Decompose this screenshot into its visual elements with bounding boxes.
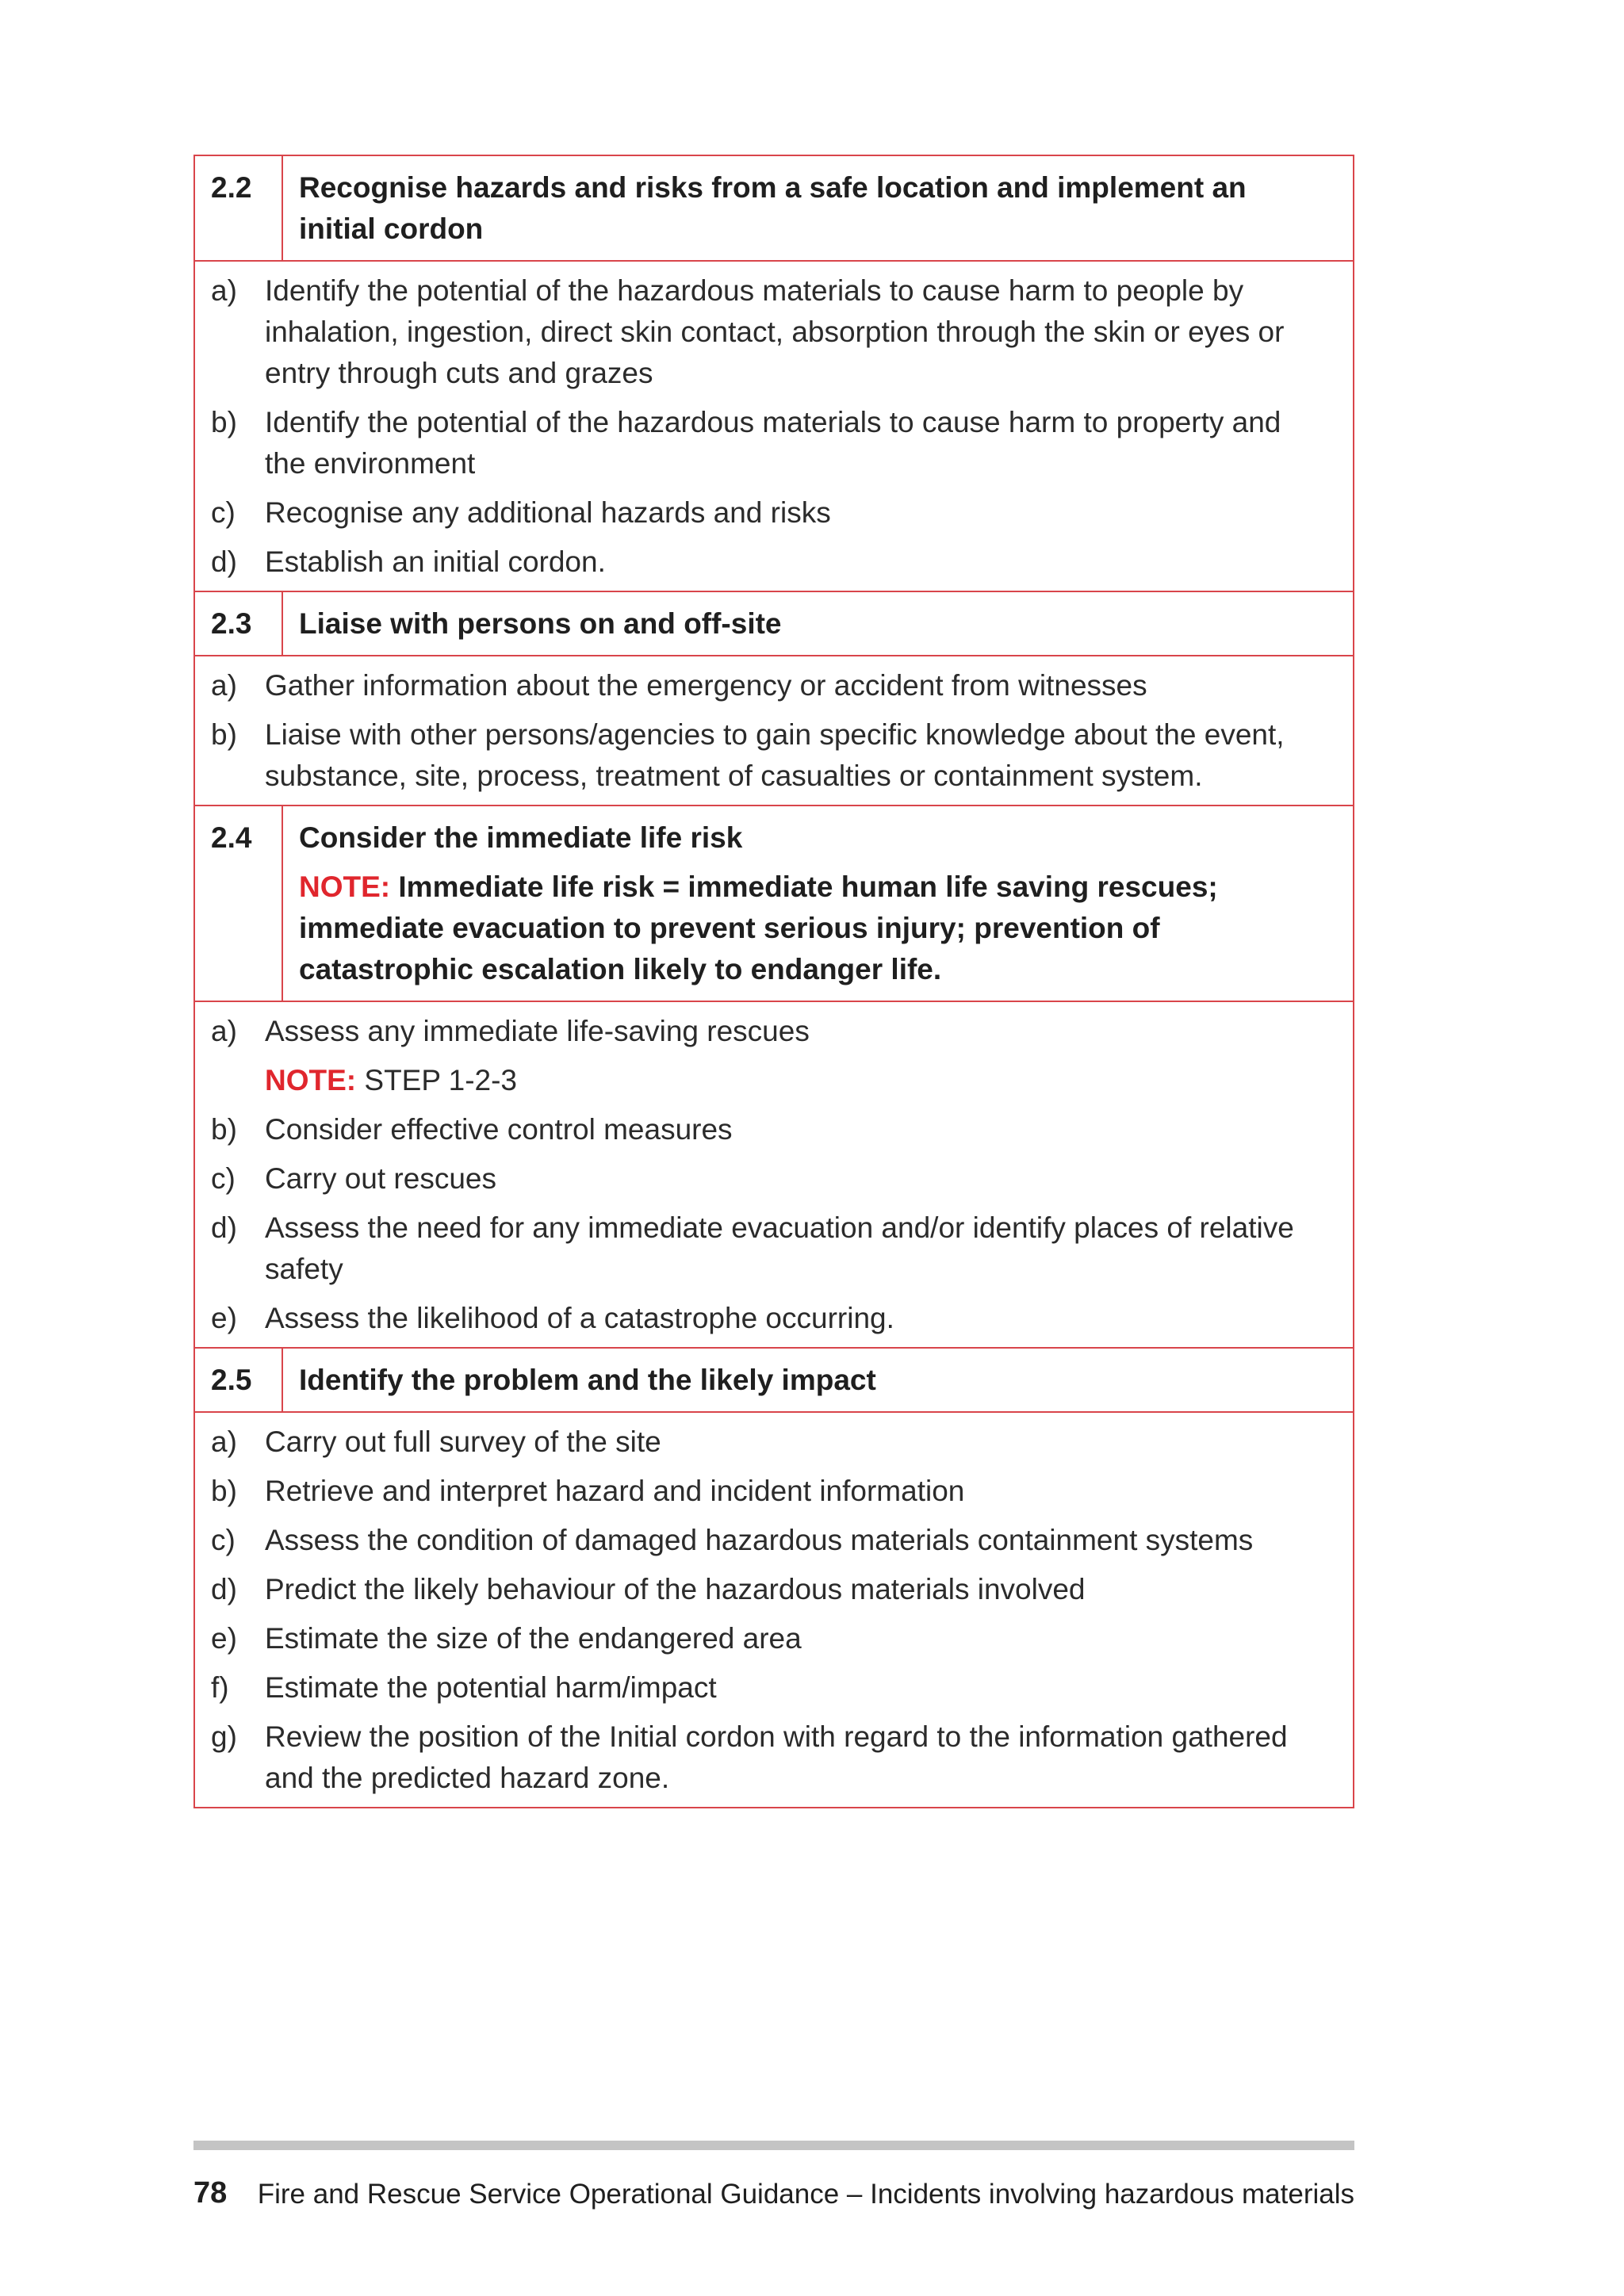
item-text: Assess the likelihood of a catastrophe occurring. [265,1302,894,1334]
list-item [211,714,1329,797]
item-letter: b) [211,1113,237,1146]
section-title [282,1348,1354,1412]
section-title-text: Liaise with persons on and off-site [299,607,782,640]
section-header-row [194,591,1354,656]
list-item [211,1667,1329,1709]
item-letter: f) [211,1671,229,1704]
list-item [211,1207,1329,1290]
item-letter: c) [211,496,236,529]
item-letter: a) [211,669,237,702]
item-text: Review the position of the Initial cordon with regard to the information gathered and the predicted hazard zone. [265,1720,1288,1794]
section-header-row [194,1348,1354,1412]
note-text: Immediate life risk = immediate human life saving rescues; immediate evacuation to prevent serious injury; prevention of catastrophic escalation likely to endanger life. [299,871,1218,985]
section-title [282,155,1354,261]
list-item [211,1471,1329,1512]
footer-divider [193,2141,1354,2150]
section-number: 2.4 [194,806,282,1001]
section-items [194,261,1354,591]
item-text: Recognise any additional hazards and risks [265,496,831,529]
section-header-row [194,155,1354,261]
section-title [282,591,1354,656]
item-text: Establish an initial cordon. [265,545,606,578]
item-text: Assess the need for any immediate evacuation and/or identify places of relative safety [265,1211,1294,1285]
note-label: NOTE: [265,1064,357,1096]
item-letter: d) [211,1211,237,1244]
item-text: Assess the condition of damaged hazardous materials containment systems [265,1524,1254,1556]
footer-title: Fire and Rescue Service Operational Guidance – Incidents involving hazardous materials [257,2179,1354,2210]
section-title-text: Identify the problem and the likely impact [299,1364,876,1396]
list-item [211,1569,1329,1610]
section-header-row [194,806,1354,1001]
section-items-row [194,1412,1354,1808]
note-text: STEP 1-2-3 [356,1064,518,1096]
section-items-row [194,261,1354,591]
item-text: Gather information about the emergency or accident from witnesses [265,669,1147,702]
list-item [211,665,1329,706]
item-text: Consider effective control measures [265,1113,733,1146]
item-letter: a) [211,274,237,307]
item-text: Retrieve and interpret hazard and incident information [265,1475,965,1507]
list-item [211,1422,1329,1463]
item-text: Carry out full survey of the site [265,1425,661,1458]
item-note [211,1060,1329,1101]
section-note [299,867,1329,990]
list-item [211,492,1329,534]
list-item [211,1520,1329,1561]
item-letter: d) [211,545,237,578]
section-title-text: Recognise hazards and risks from a safe location and implement an initial cordon [299,171,1247,245]
item-text: Identify the potential of the hazardous materials to cause harm to people by inhalation, ingestion, direct skin contact, absorption through the skin or eyes or entry through cuts and grazes [265,274,1285,389]
item-text: Liaise with other persons/agencies to gain specific knowledge about the event, substance, site, process, treatment of casualties or containment system. [265,718,1285,792]
item-text: Assess any immediate life-saving rescues [265,1015,810,1047]
section-items [194,1001,1354,1348]
item-letter: g) [211,1720,237,1753]
section-number: 2.5 [194,1348,282,1412]
item-letter: e) [211,1622,237,1655]
note-label: NOTE: [299,871,391,903]
list-item [211,1158,1329,1200]
item-text: Estimate the size of the endangered area [265,1622,802,1655]
item-letter: b) [211,1475,237,1507]
list-item [211,270,1329,394]
item-letter: d) [211,1573,237,1605]
section-items [194,656,1354,806]
item-letter: e) [211,1302,237,1334]
list-item [211,1716,1329,1799]
item-letter: c) [211,1524,236,1556]
page-number: 78 [193,2176,228,2210]
item-letter: a) [211,1425,237,1458]
list-item [211,1011,1329,1052]
guidance-table [193,155,1354,1808]
section-items-row [194,1001,1354,1348]
list-item [211,1109,1329,1150]
item-letter: b) [211,406,237,438]
item-letter: b) [211,718,237,751]
item-letter: a) [211,1015,237,1047]
section-title-text: Consider the immediate life risk [299,821,743,854]
list-item [211,1618,1329,1659]
item-letter: c) [211,1162,236,1195]
list-item [211,402,1329,484]
section-number: 2.3 [194,591,282,656]
item-text: Estimate the potential harm/impact [265,1671,717,1704]
item-text: Carry out rescues [265,1162,496,1195]
list-item [211,541,1329,583]
section-items-row [194,656,1354,806]
section-items [194,1412,1354,1808]
section-number: 2.2 [194,155,282,261]
item-note-content [265,1060,517,1101]
item-text: Identify the potential of the hazardous materials to cause harm to property and the environment [265,406,1281,480]
section-title [282,806,1354,1001]
list-item [211,1298,1329,1339]
item-text: Predict the likely behaviour of the hazardous materials involved [265,1573,1086,1605]
